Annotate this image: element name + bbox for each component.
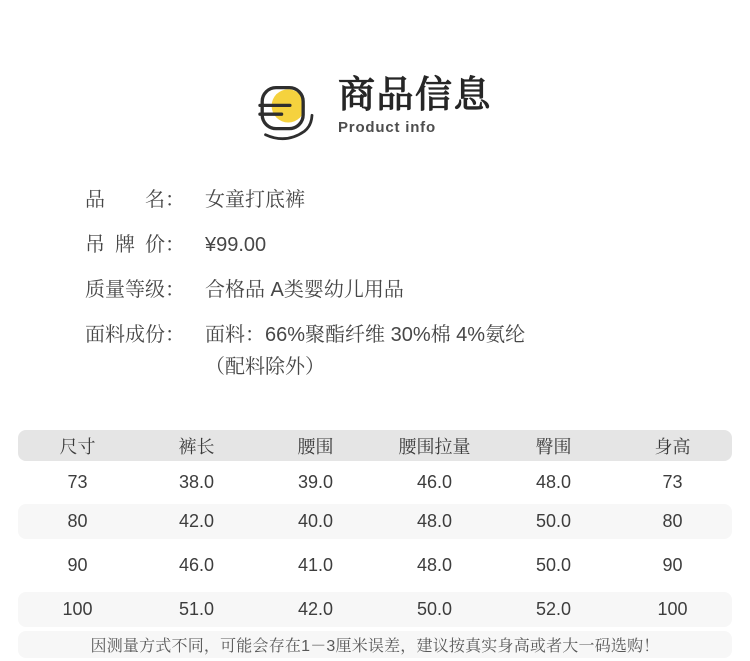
table-cell: 51.0 — [178, 599, 215, 619]
detail-label: 吊牌价 — [85, 234, 165, 256]
product-details — [85, 189, 525, 401]
table-cell: 50.0 — [535, 511, 572, 531]
detail-value-quality-grade: 合格品 A类婴幼儿用品 — [205, 279, 404, 301]
table-cell: 42.0 — [297, 599, 334, 619]
table-cell: 48.0 — [535, 472, 572, 492]
table-cell: 50.0 — [416, 599, 453, 619]
detail-value-tag-price: ¥99.00 — [205, 234, 267, 256]
table-row — [18, 539, 732, 592]
table-cell: 80 — [67, 511, 88, 531]
table-cell: 48.0 — [416, 555, 453, 575]
page-subtitle: Product info — [338, 119, 436, 136]
header-cell-height: 身高 — [654, 436, 691, 457]
table-cell: 100 — [62, 599, 93, 619]
page-header — [0, 74, 750, 143]
detail-row-quality-grade — [85, 279, 525, 301]
detail-colon: ： — [165, 234, 185, 256]
table-cell: 73 — [67, 472, 88, 492]
product-info-badge-icon — [258, 81, 314, 143]
table-row — [18, 504, 732, 539]
detail-value-fabric-composition — [205, 324, 525, 378]
table-cell: 41.0 — [297, 555, 334, 575]
table-cell: 80 — [662, 511, 683, 531]
size-table — [18, 430, 732, 658]
table-cell: 90 — [67, 555, 88, 575]
fabric-line-2: （配料除外） — [205, 356, 325, 378]
detail-row-product-name — [85, 189, 525, 211]
table-cell: 90 — [662, 555, 683, 575]
header-title-block — [338, 74, 492, 136]
table-cell: 40.0 — [297, 511, 334, 531]
table-cell: 48.0 — [416, 511, 453, 531]
detail-row-fabric-composition — [85, 324, 525, 378]
detail-label: 面料成份 — [85, 324, 165, 346]
detail-row-tag-price — [85, 234, 525, 256]
table-cell: 100 — [657, 599, 688, 619]
table-cell: 73 — [662, 472, 683, 492]
table-cell: 52.0 — [535, 599, 572, 619]
table-cell: 46.0 — [416, 472, 453, 492]
detail-label: 品名 — [85, 189, 165, 211]
table-cell: 46.0 — [178, 555, 215, 575]
detail-label: 质量等级 — [85, 279, 165, 301]
measurement-disclaimer: 因测量方式不同，可能会存在1－3厘米误差，建议按真实身高或者大一码选购！ — [18, 631, 732, 658]
header-cell-size: 尺寸 — [59, 436, 96, 457]
detail-colon: ： — [165, 324, 185, 346]
table-cell: 39.0 — [297, 472, 334, 492]
table-cell: 42.0 — [178, 511, 215, 531]
detail-colon: ： — [165, 279, 185, 301]
detail-value-product-name: 女童打底裤 — [205, 189, 305, 211]
header-cell-waist-stretch: 腰围拉量 — [398, 436, 471, 457]
page-title: 商品信息 — [338, 74, 492, 115]
header-cell-hip: 臀围 — [535, 436, 572, 457]
table-row — [18, 461, 732, 504]
detail-colon: ： — [165, 189, 185, 211]
table-row — [18, 592, 732, 627]
fabric-line-1: 面料：66%聚酯纤维 30%棉 4%氨纶 — [205, 324, 526, 346]
header-cell-waist: 腰围 — [297, 436, 334, 457]
table-cell: 50.0 — [535, 555, 572, 575]
header-cell-pants-length: 裤长 — [178, 436, 215, 457]
size-table-header-row — [18, 430, 732, 461]
table-cell: 38.0 — [178, 472, 215, 492]
